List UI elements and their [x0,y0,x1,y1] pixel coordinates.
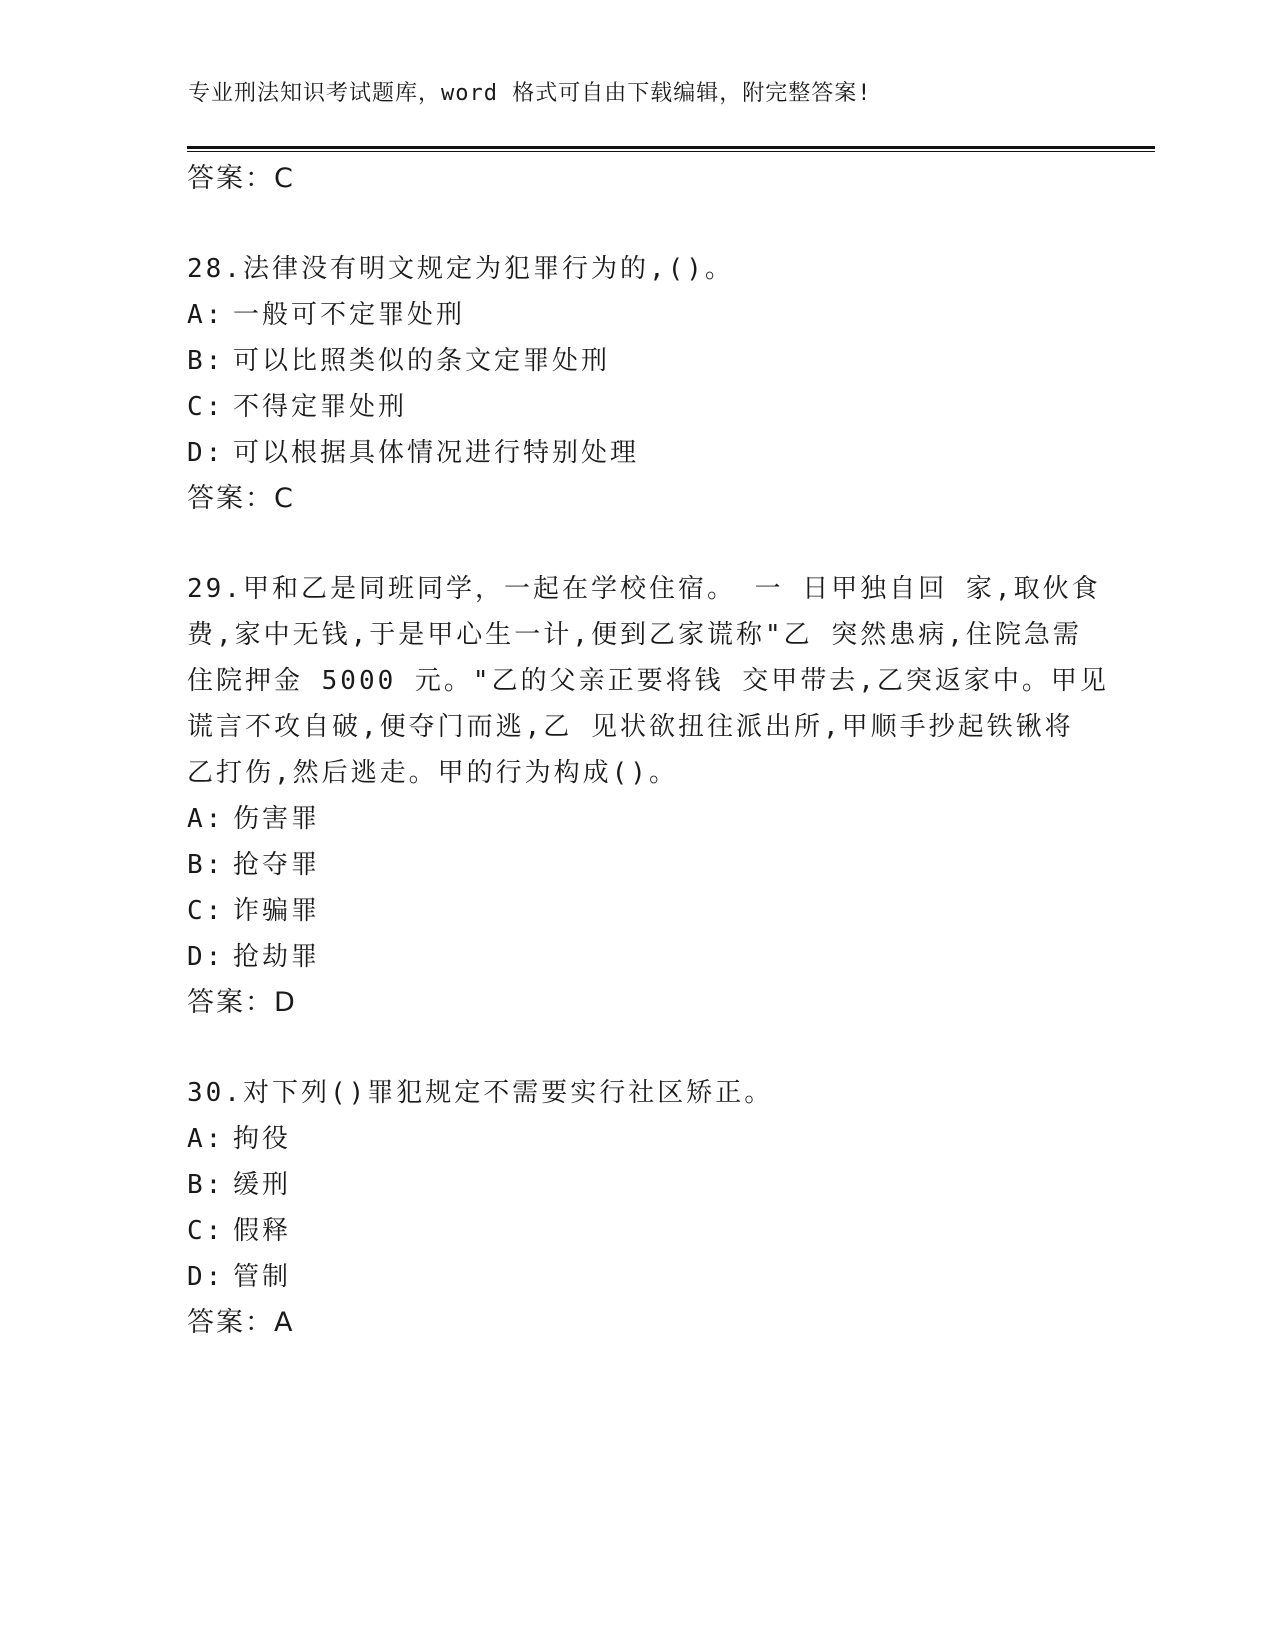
option-text: 缓刑 [233,1170,292,1200]
header-rule-thin [187,151,1155,152]
option-text: 拘役 [233,1124,292,1154]
option-text: 可以比照类似的条文定罪处刑 [233,346,611,376]
option-key: D: [187,942,225,972]
option-text: 一般可不定罪处刑 [233,300,466,330]
option-b [187,842,1087,888]
option-text: 不得定罪处刑 [233,392,408,422]
question-30 [187,1070,1087,1346]
option-c [187,888,1087,934]
option-text: 可以根据具体情况进行特别处理 [233,438,640,468]
option-key: B: [187,346,225,376]
question-stem-line: 乙打伤,然后逃走。甲的行为构成()。 [187,758,678,788]
option-key: B: [187,850,225,880]
option-a [187,292,1087,338]
option-key: C: [187,392,225,422]
option-text: 管制 [233,1262,292,1292]
option-c [187,1208,1087,1254]
option-key: C: [187,896,225,926]
option-key: B: [187,1170,225,1200]
question-29 [187,566,1109,1026]
header-rule-thick [187,146,1155,149]
question-stem-line: 谎言不攻自破,便夺门而逃,乙 见状欲扭往派出所,甲顺手抄起铁锹将 [187,712,1074,742]
option-key: A: [187,804,225,834]
option-text: 抢夺罪 [233,850,321,880]
page-header: 专业刑法知识考试题库，word 格式可自由下载编辑，附完整答案! [188,81,872,106]
answer-30: 答案：A [187,1307,295,1338]
question-stem-line: 30.对下列()罪犯规定不需要实行社区矫正。 [187,1078,774,1108]
option-d [187,934,1087,980]
option-a [187,1116,1087,1162]
option-b [187,338,1087,384]
answer-28: 答案：C [187,483,295,514]
option-c [187,384,1087,430]
option-d [187,1254,1087,1300]
question-stem-line: 29.甲和乙是同班同学，一起在学校住宿。 一 日甲独自回 家,取伙食 [187,574,1101,604]
option-key: A: [187,300,225,330]
option-key: D: [187,438,225,468]
question-28 [187,246,1087,522]
option-key: A: [187,1124,225,1154]
option-key: C: [187,1216,225,1246]
option-d [187,430,1087,476]
option-key: D: [187,1262,225,1292]
answer-29: 答案：D [187,987,297,1018]
option-b [187,1162,1087,1208]
question-stem-line: 住院押金 5000 元。"乙的父亲正要将钱 交甲带去,乙突返家中。甲见 [187,666,1109,696]
option-text: 抢劫罪 [233,942,321,972]
option-text: 诈骗罪 [233,896,321,926]
option-a [187,796,1087,842]
option-text: 伤害罪 [233,804,321,834]
question-stem-line: 28.法律没有明文规定为犯罪行为的,()。 [187,254,734,284]
document-body [187,156,1109,1346]
option-text: 假释 [233,1216,292,1246]
previous-answer: 答案：C [187,163,295,194]
question-stem-line: 费,家中无钱,于是甲心生一计,便到乙家谎称"乙 突然患病,住院急需 [187,620,1082,650]
